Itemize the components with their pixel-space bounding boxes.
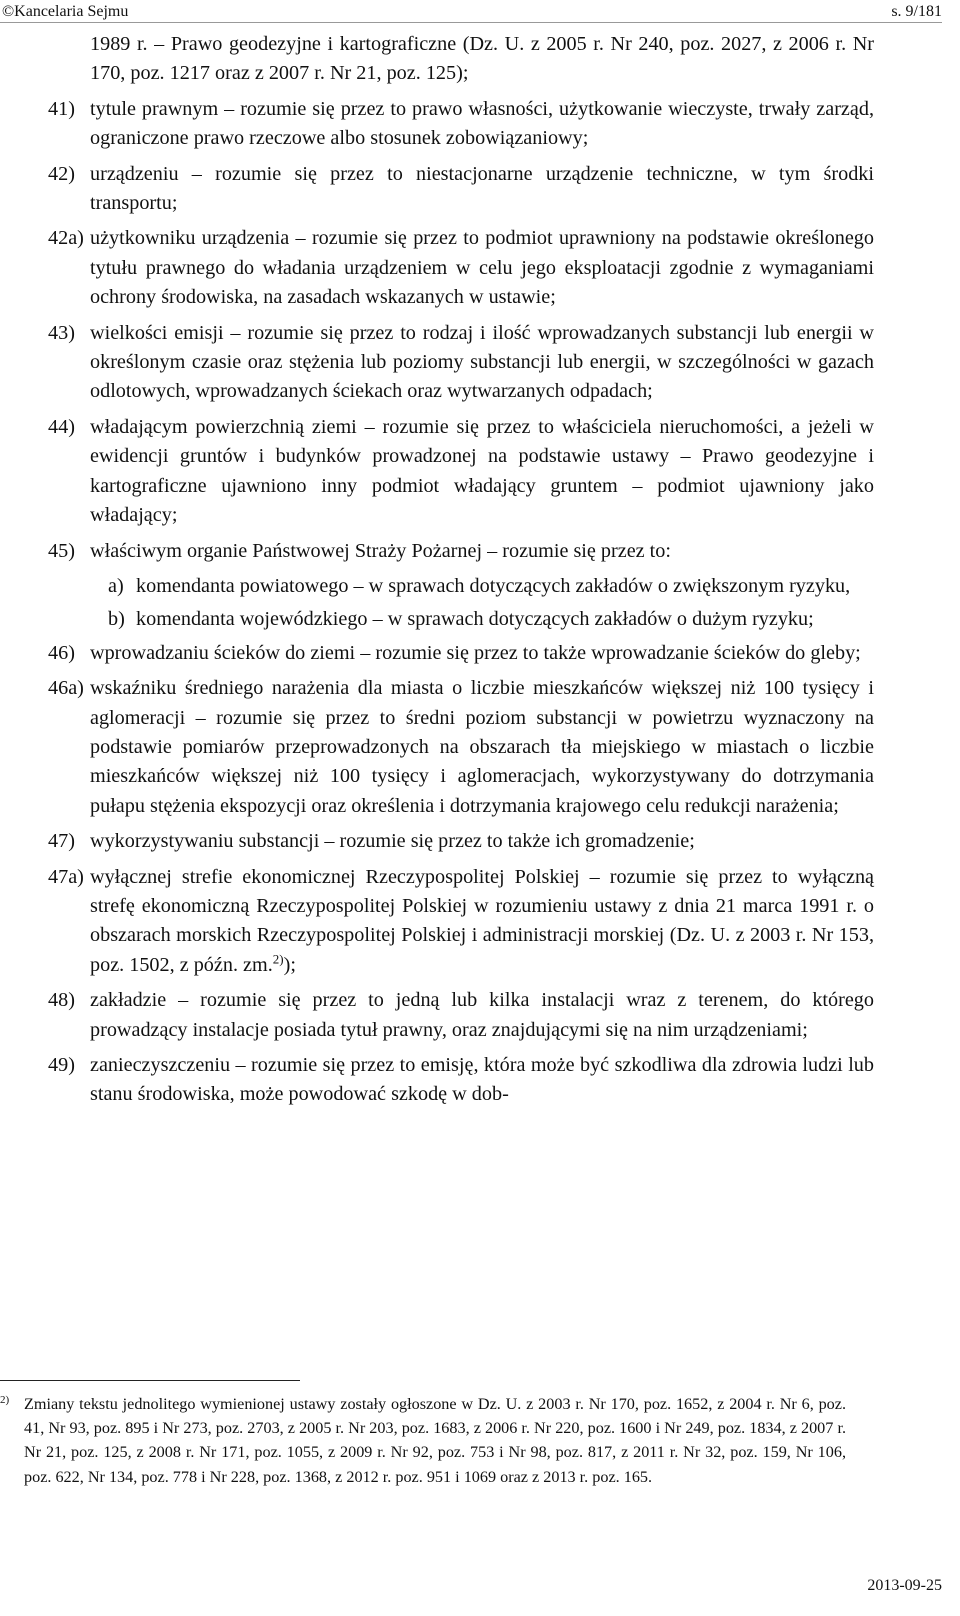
- definition-number: 48): [48, 989, 75, 1012]
- footnote-divider: [0, 1380, 300, 1381]
- definition-text: urządzeniu – rozumie się przez to niestacjonarne urządzenie techniczne, w tym środki transportu;: [90, 162, 874, 215]
- definition-number: 44): [48, 415, 75, 438]
- continued-paragraph: 1989 r. – Prawo geodezyjne i kartograficzne (Dz. U. z 2005 r. Nr 240, poz. 2027, z 2006 r. Nr 170, poz. 1217 oraz z 2007 r. Nr 21, poz. 125);: [90, 33, 874, 85]
- definition-48: [48, 986, 874, 1045]
- definition-text-tail: );: [283, 953, 296, 976]
- definition-46: [48, 639, 874, 668]
- definition-41: [48, 95, 874, 154]
- definition-49: [48, 1051, 874, 1110]
- footnote-marker: 2): [0, 1394, 10, 1406]
- definition-number: 46a): [48, 677, 84, 700]
- definition-number: 43): [48, 321, 75, 344]
- definition-46a: [48, 674, 874, 821]
- definition-47: [48, 827, 874, 856]
- definition-text: zanieczyszczeniu – rozumie się przez to emisję, która może być szkodliwa dla zdrowia ludzi lub stanu środowiska, może powodować szkodę w dob-: [90, 1054, 874, 1106]
- definition-number: 42a): [48, 227, 84, 250]
- definition-number: 41): [48, 97, 75, 120]
- definition-text: wprowadzaniu ścieków do ziemi – rozumie się przez to także wprowadzanie ścieków do gleby;: [90, 641, 861, 664]
- footnote-text: Zmiany tekstu jednolitego wymienionej ustawy zostały ogłoszone w Dz. U. z 2003 r. Nr 170, poz. 1652, z 2004 r. Nr 6, poz. 41, Nr 93, poz. 895 i Nr 273, poz. 2703, z 2005 r. Nr 203, poz. 1683, z 2006 r. Nr 220, poz. 1600 i Nr 249, poz. 1834, z 2007 r. Nr 21, poz. 125, z 2008 r. Nr 171, poz. 1055, z 2009 r. Nr 92, poz. 753 i Nr 98, poz. 817, z 2011 r. Nr 32, poz. 159, Nr 106, poz. 622, Nr 134, poz. 778 i Nr 228, poz. 1368, z 2012 r. poz. 951 i 1069 oraz z 2013 r. poz. 165.: [24, 1395, 846, 1486]
- definition-text: [90, 863, 874, 981]
- definition-number: 42): [48, 162, 75, 185]
- page-header: [2, 2, 942, 22]
- definition-text-body: wyłącznej strefie ekonomicznej Rzeczypospolitej Polskiej – rozumie się przez to wyłączną strefę ekonomiczną Rzeczypospolitej Polskiej w rozumieniu ustawy z dnia 21 marca 1991 r. o obszarach morskich Rzeczypospolitej Polskiej i administracji morskiej (Dz. U. z 2003 r. Nr 153, poz. 1502, z późn. zm.: [90, 865, 874, 976]
- definition-number: 47): [48, 830, 75, 853]
- definition-number: 49): [48, 1054, 75, 1076]
- subitem-45b: [108, 605, 874, 634]
- definition-text: tytule prawnym – rozumie się przez to prawo własności, użytkowanie wieczyste, trwały zarząd, ograniczone prawo rzeczowe albo stosunek zobowiązaniowy;: [90, 97, 874, 150]
- definition-number: 47a): [48, 865, 84, 888]
- header-copyright: ©Kancelaria Sejmu: [2, 3, 129, 20]
- definition-47a: [48, 863, 874, 981]
- definition-number: 45): [48, 539, 75, 562]
- document-date: 2013-09-25: [867, 1577, 942, 1594]
- footnote: [0, 1392, 846, 1489]
- definition-text: użytkowniku urządzenia – rozumie się przez to podmiot uprawniony na podstawie określonego tytułu prawnego do władania urządzeniem w celu jego eksploatacji zgodnie z wymaganiami ochrony środowiska, na zasadach wskazanych w ustawie;: [90, 227, 874, 309]
- definition-text: wielkości emisji – rozumie się przez to rodzaj i ilość wprowadzanych substancji lub energii w określonym czasie oraz stężenia lub poziomy substancji lub energii, w szczególności w gazach odlotowych, wprowadzanych ściekach oraz wytwarzanych odpadach;: [90, 321, 874, 403]
- subitem-text: komendanta powiatowego – w sprawach dotyczących zakładów o zwiększonym ryzyku,: [136, 574, 851, 597]
- subitem-letter: a): [108, 574, 124, 597]
- definition-text: wykorzystywaniu substancji – rozumie się przez to także ich gromadzenie;: [90, 830, 695, 853]
- subitem-letter: b): [108, 608, 125, 631]
- definition-text: władającym powierzchnią ziemi – rozumie się przez to właściciela nieruchomości, a jeżeli w ewidencji gruntów i budynków prowadzonej na podstawie ustawy – Prawo geodezyjne i kartograficzne ujawniono inny podmiot władający gruntem – podmiot ujawniony jako władający;: [90, 415, 874, 527]
- document-body: [48, 30, 874, 1116]
- definition-text: właściwym organie Państwowej Straży Pożarnej – rozumie się przez to:: [90, 539, 671, 562]
- definition-text: zakładzie – rozumie się przez to jedną lub kilka instalacji wraz z terenem, do którego prowadzący instalacje posiada tytuł prawny, oraz znajdującymi się na nim urządzeniami;: [90, 989, 874, 1041]
- subitem-text: komendanta wojewódzkiego – w sprawach dotyczących zakładów o dużym ryzyku;: [136, 608, 814, 631]
- definition-42: [48, 160, 874, 219]
- definition-number: 46): [48, 641, 75, 664]
- definition-text: wskaźniku średniego narażenia dla miasta o liczbie mieszkańców większej niż 100 tysięcy i aglomeracji – rozumie się przez to średni poziom substancji w powietrzu wyznaczony na podstawie pomiarów przeprowadzonych na obszarach tła miejskiego w miastach o liczbie mieszkańców większej niż 100 tysięcy i aglomeracjach, wykorzystywany do dotrzymania pułapu stężenia ekspozycji oraz określenia i dotrzymania krajowego celu redukcji narażenia;: [90, 677, 874, 817]
- header-divider: [0, 22, 942, 23]
- definition-42a: [48, 224, 874, 312]
- definition-45: [48, 537, 874, 566]
- definition-43: [48, 319, 874, 407]
- definition-44: [48, 413, 874, 531]
- subitem-45a: [108, 572, 874, 601]
- footnote-reference: 2): [272, 951, 284, 967]
- header-page-number: s. 9/181: [891, 3, 942, 20]
